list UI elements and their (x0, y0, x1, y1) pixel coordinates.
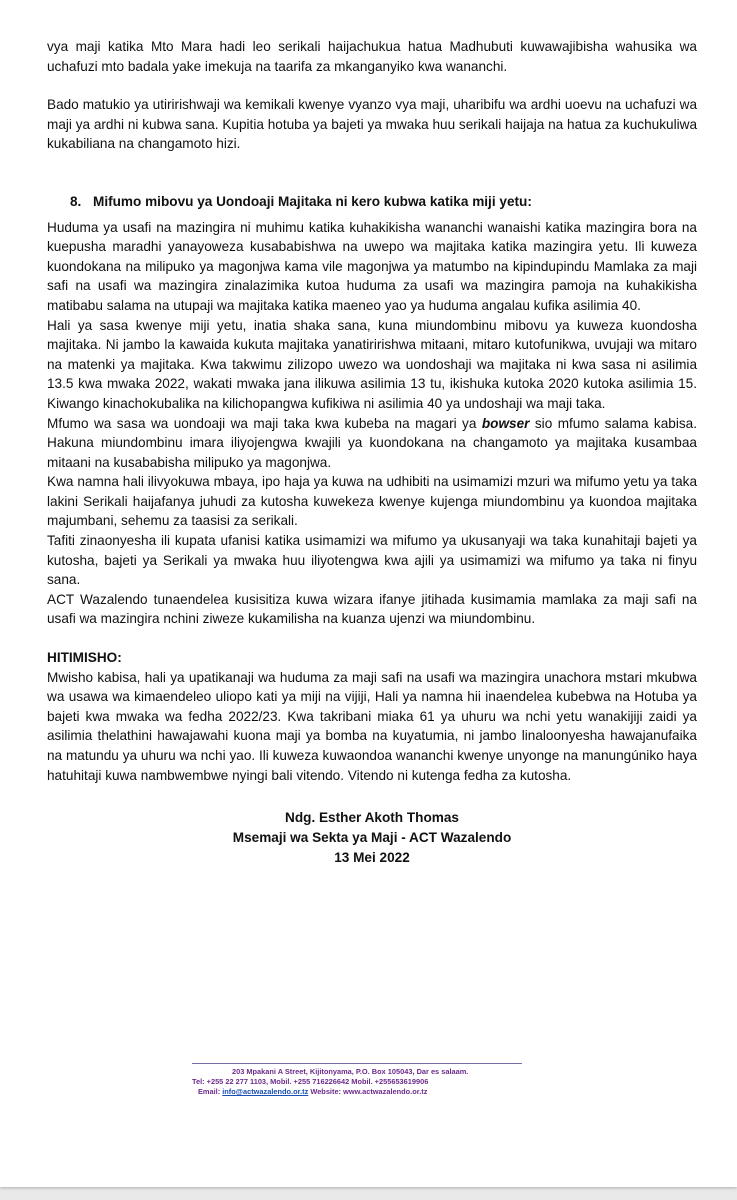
signature-date: 13 Mei 2022 (334, 850, 410, 866)
footer-phones: Tel: +255 22 277 1103, Mobil. +255 716226642 Mobil. +255653619906 (192, 1077, 429, 1086)
text-fragment: Mfumo wa sasa wa uondoaji wa maji taka kwa kubeba na magari ya (47, 415, 482, 431)
paragraph-current-situation: Hali ya sasa kwenye miji yetu, inatia shaka sana, kuna miundombinu mibovu ya kuweza kuondosha majitaka. Ni jambo la kawaida kukuta majitaka yanatiririshwa mitaani, mitaro kutofunikwa, uvujaji wa mitaro na matenki ya majitaka. Kwa takwimu zilizopo uwezo wa uondoshaji wa majitaka ni kwa sasa ni asilimia 13.5 kwa mwaka 2022, wakati mwaka jana ilikuwa asilimia 13 tu, ikishuka kutoka 2020 kutoka asilimia 15. Kiwango kinachokubalika na kilichopangwa kufikiwa ni asilimia 40 ya undoshaji wa maji taka. (47, 317, 697, 411)
section-number: 8. (70, 193, 82, 209)
section-heading-8 (47, 192, 697, 212)
website-link[interactable]: www.actwazalendo.or.tz (343, 1087, 428, 1096)
paragraph-sanitation-services: Huduma ya usafi na mazingira ni muhimu katika kuhakikisha wananchi wanaishi katika mazingira bora na kuepusha maradhi yanayoweza kusababishwa na uwepo wa majitaka katika mazingira yetu. Ili kuweza kuondokana na milipuko ya magonjwa kama vile magonjwa ya matumbo na kipindupindu Mamlaka za maji safi na usafi wa mazingira zinalazimika kutoa huduma za usafi wa mazingira pamoja na kuhakikisha matibabu salama na utupaji wa majitaka katika maeneo yao ya huduma angalau kufika asilimia 40. (47, 219, 697, 313)
paragraph-regulation: Kwa namna hali ilivyokuwa mbaya, ipo haja ya kuwa na udhibiti na usimamizi mzuri wa mifumo yetu ya taka lakini Serikali haijafanya juhudi za kutosha kuwekeza kwenye kujenga miundombinu ya kuondoa majitaka majumbani, sehemu za taasisi za serikali. (47, 474, 697, 529)
text-fragment: sio mfumo salama kabisa. Hakuna miundombinu imara iliyojengwa kwajili ya kuondokana na changamoto ya majitaka kusambaa mitaani na kusababisha milipuko ya magonjwa. (47, 415, 698, 470)
conclusion-heading: HITIMISHO: (47, 650, 122, 666)
paragraph-bowser-system (47, 414, 697, 473)
footer-contacts (192, 1087, 522, 1097)
paragraph-act-wazalendo: ACT Wazalendo tunaendelea kusisitiza kuwa wizara ifanye jitihada kusimamia mamlaka za maji safi na usafi wa mazingira nchini ziweze kukamilisha na kuanza ujenzi wa miundombinu. (47, 591, 697, 627)
email-link[interactable]: info@actwazalendo.or.tz (222, 1087, 309, 1096)
footer-address: 203 Mpakani A Street, Kijitonyama, P.O. Box 105043, Dar es salaam. (232, 1067, 469, 1076)
website-label: Website: (308, 1087, 344, 1096)
paragraph-conclusion: Mwisho kabisa, hali ya upatikanaji wa huduma za maji safi na usafi wa mazingira unachora mstari mkubwa wa usawa wa kimaendeleo uliopo kati ya miji na vijiji, Hali ya namna hii inaendelea kubebwa na Hotuba ya bajeti kwa mwaka wa fedha 2022/23. Kwa takribani miaka 61 ya uhuru wa nchi yetu wanakijiji zaidi ya asilimia thelathini hawajawahi kuona maji ya bomba na kuyatumia, ni jambo linaloonyesha hawajanufaika na matundu ya uhuru wa nchi yao. Ili kuweza kuwaondoa wananchi kwenye unyonge na manungúniko haya hatuhitaji kuwa nambwembwe nyingi bali vitendo. Vitendo ni kutenga fedha za kutosha. (47, 669, 697, 783)
section-title: Mifumo mibovu ya Uondoaji Majitaka ni kero kubwa katika miji yetu: (93, 193, 532, 209)
signatory-role: Msemaji wa Sekta ya Maji - ACT Wazalendo (232, 830, 512, 846)
paragraph-chemical-pollution: Bado matukio ya utiririshwaji wa kemikali kwenye vyanzo vya maji, uharibifu wa ardhi uoevu na uchafuzi wa maji ya ardhi ni kubwa sana. Kupitia hotuba ya bajeti ya mwaka huu serikali haijaja na hatua za kuchukuliwa kukabiliana na changamoto hizi. (47, 97, 697, 152)
letterhead-footer (192, 1063, 522, 1097)
signature-block (47, 808, 697, 868)
paragraph-research-budget: Tafiti zinaonyesha ili kupata ufanisi katika usimamizi wa mifumo ya ukusanyaji wa taka kunahitaji bajeti ya kutosha, bajeti ya Serikali ya mwaka huu iliyotengwa kwa ajili ya usimamizi wa mifumo ya taka ni finyu sana. (47, 533, 697, 588)
email-label: Email: (198, 1087, 223, 1096)
document-body (47, 37, 697, 868)
paragraph-mto-mara: vya maji katika Mto Mara hadi leo serikali haijachukua hatua Madhubuti kuwawajibisha wahusika wa uchafuzi mto badala yake imekuja na taarifa za mkanganyiko kwa wananchi. (47, 39, 697, 74)
emphasis-bowser: bowser (481, 415, 530, 431)
signatory-name: Ndg. Esther Akoth Thomas (285, 810, 459, 826)
